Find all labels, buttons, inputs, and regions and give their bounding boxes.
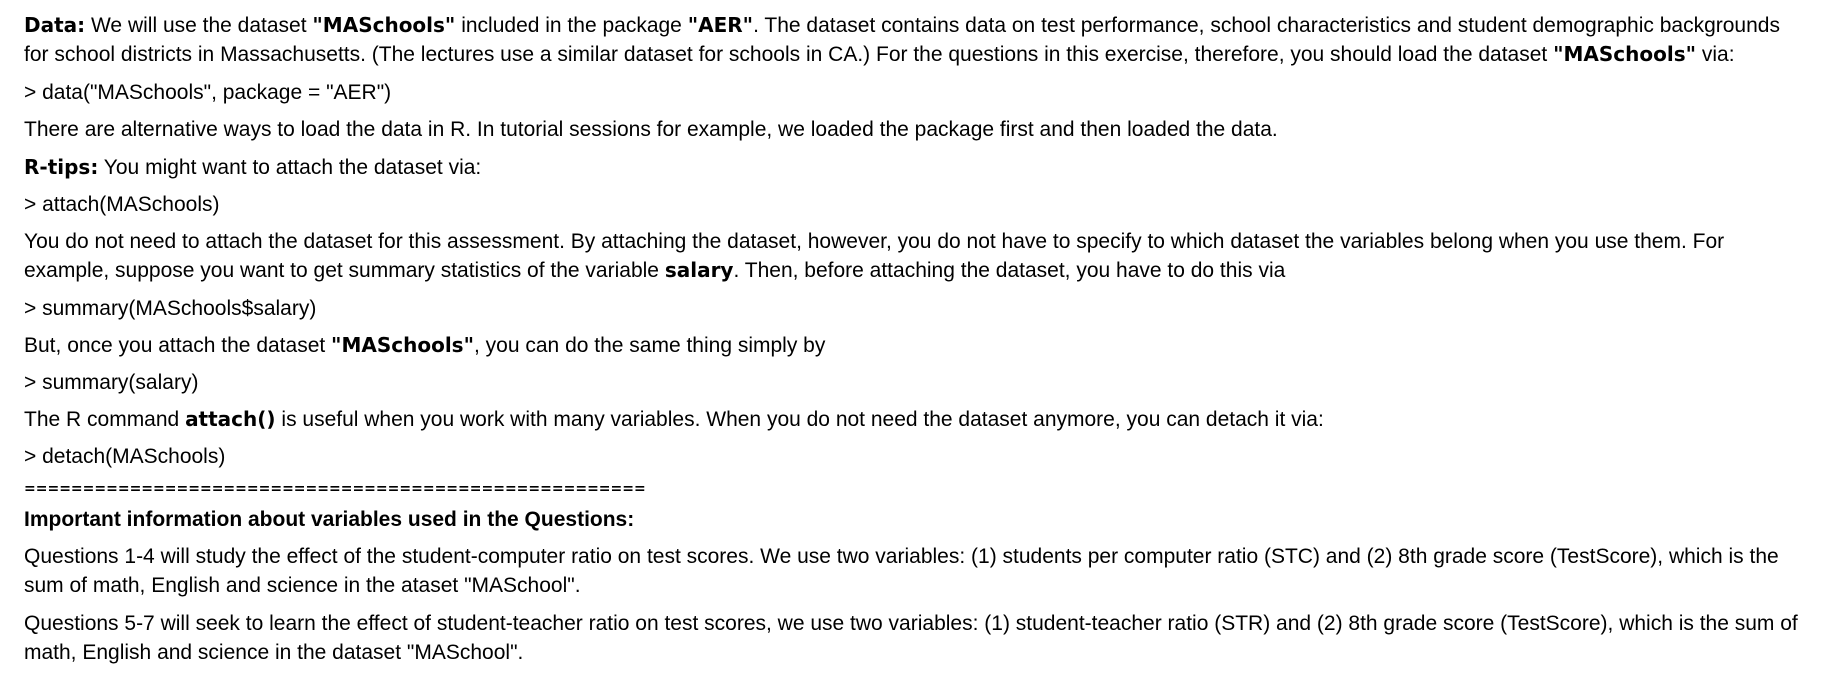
separator-line: ===================================================== <box>24 481 646 497</box>
once-text-2: , you can do the same thing simply by <box>474 334 826 357</box>
load-command: > data("MASchools", package = "AER") <box>24 81 392 104</box>
attach-command: > attach(MASchools) <box>24 193 220 216</box>
questions-1-4-paragraph: Questions 1-4 will study the effect of the student-computer ratio on test scores. We use two variables: (1) students per computer ratio (STC) and (2) 8th grade score (TestScore), which is the sum of math, English and science in the ataset "MASchool". <box>24 545 1779 597</box>
data-text-1: We will use the dataset <box>85 14 313 37</box>
dataset-name-2: "MASchools" <box>1553 42 1697 66</box>
once-dataset-name: "MASchools" <box>331 333 475 357</box>
rtips-text: You might want to attach the dataset via: <box>98 156 482 179</box>
questions-5-7-paragraph: Questions 5-7 will seek to learn the effect of student-teacher ratio on test scores, we use two variables: (1) student-teacher ratio (STR) and (2) 8th grade score (TestScore), which is the sum of math, English and science in the dataset "MASchool". <box>24 612 1798 664</box>
cmd-text-1: The R command <box>24 408 186 431</box>
package-name: "AER" <box>687 13 754 37</box>
attach-text-2: . Then, before attaching the dataset, you have to do this via <box>733 259 1286 282</box>
dataset-name: "MASchools" <box>312 13 456 37</box>
data-label: Data: <box>24 13 86 37</box>
salary-variable: salary <box>664 258 734 282</box>
variables-heading: Important information about variables used in the Questions: <box>24 508 635 531</box>
data-text-3: . The dataset contains data on test performance, school characteristics and student demographic backgrounds for school districts in Massachusetts. (The lectures use a similar dataset for schools in CA.) For the questions in this exercise, therefore, you should load the dataset <box>24 14 1780 66</box>
data-paragraph <box>24 11 1804 69</box>
rtips-paragraph <box>24 153 1804 182</box>
alternative-paragraph: There are alternative ways to load the data in R. In tutorial sessions for example, we loaded the package first and then loaded the data. <box>24 118 1278 141</box>
data-text-2: included in the package <box>455 14 688 37</box>
cmd-text-2: is useful when you work with many variables. When you do not need the dataset anymore, you can detach it via: <box>275 408 1324 431</box>
once-text-1: But, once you attach the dataset <box>24 334 332 357</box>
summary-full-command: > summary(MASchools$salary) <box>24 297 317 320</box>
rtips-label: R-tips: <box>24 155 99 179</box>
attach-text-1: You do not need to attach the dataset for this assessment. By attaching the dataset, however, you do not have to specify to which dataset the variables belong when you use them. For example, suppose you want to get summary statistics of the variable <box>24 230 1725 282</box>
detach-command: > detach(MASchools) <box>24 445 226 468</box>
attach-paragraph <box>24 227 1804 285</box>
data-text-4: via: <box>1696 43 1735 66</box>
attach-command-paragraph <box>24 405 1804 434</box>
once-paragraph <box>24 331 1804 360</box>
summary-short-command: > summary(salary) <box>24 371 199 394</box>
attach-function: attach() <box>185 407 276 431</box>
